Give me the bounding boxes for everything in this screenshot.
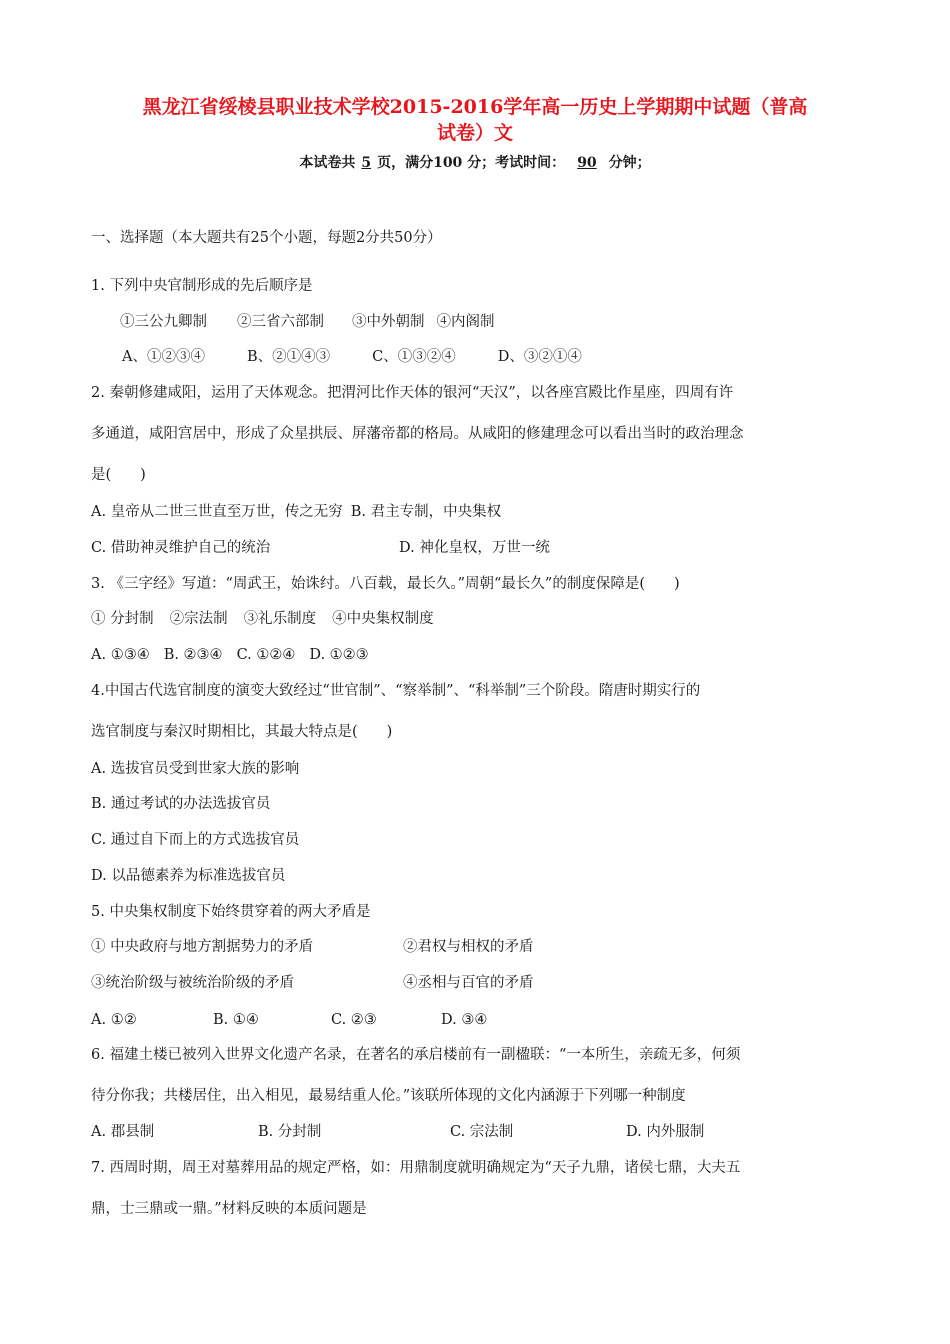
exam-title — [60, 94, 890, 146]
q2-options-cd — [91, 538, 890, 558]
q2-options-ab — [91, 502, 890, 522]
title-line-1: 黑龙江省绥棱县职业技术学校2015-2016学年高一历史上学期期中试题（普高 — [142, 96, 808, 118]
exam-info — [0, 152, 950, 172]
q2-option-a: A. 皇帝从二世三世直至万世，传之无穷 — [91, 504, 343, 520]
q3-option: B. ②③④ — [163, 647, 223, 663]
q1-item: ①三公九卿制 — [120, 314, 207, 330]
q3-item: ③礼乐制度 — [243, 611, 317, 627]
q4-line-1: 4.中国古代选官制度的演变大致经过“世官制”、“察举制”、“科举制”三个阶段。隋唐时期实行的 — [91, 683, 701, 699]
q3-item: ① 分封制 — [91, 611, 154, 627]
q1-option: C、①③②④ — [372, 349, 456, 365]
q1-item: ③中外朝制 — [352, 314, 425, 330]
q3-option: A. ①③④ — [91, 647, 150, 663]
q4-option-d: D. 以品德素养为标准选拔官员 — [91, 868, 286, 884]
q5-items-row-2 — [91, 973, 890, 993]
q6-option: D. 内外服制 — [626, 1124, 705, 1140]
title-line-2: 试卷）文 — [436, 122, 513, 144]
q2-option-b: B. 君主专制，中央集权 — [350, 504, 502, 520]
q2-option-d: D. 神化皇权，万世一统 — [399, 540, 550, 556]
q2-line-2: 多通道，咸阳宫居中，形成了众星拱辰、屏藩帝都的格局。从咸阳的修建理念可以看出当时的政治理念 — [91, 426, 744, 442]
q5-option: B. ①④ — [213, 1012, 259, 1028]
info-post: 分钟； — [608, 155, 651, 171]
q5-items-row-1 — [91, 937, 890, 957]
q5-item: ① 中央政府与地方割据势力的矛盾 — [91, 939, 314, 955]
q7-line-1: 7. 西周时期，周王对墓葬用品的规定严格，如：用鼎制度就明确规定为“天子九鼎，诸侯七鼎，大夫五 — [91, 1160, 741, 1176]
q5-item: ②君权与相权的矛盾 — [403, 939, 534, 955]
q4-option-b: B. 通过考试的办法选拔官员 — [91, 796, 271, 812]
q5-option: A. ①② — [91, 1012, 137, 1028]
q4-line-2: 选官制度与秦汉时期相比，其最大特点是( ) — [91, 724, 393, 740]
q3-option: C. ①②④ — [236, 647, 296, 663]
q4-option-c: C. 通过自下而上的方式选拔官员 — [91, 832, 300, 848]
q1-option: A、①②③④ — [122, 349, 205, 365]
q2-line-1: 2. 秦朝修建咸阳，运用了天体观念。把渭河比作天体的银河“天汉”，以各座宫殿比作星座，四周有许 — [91, 385, 734, 401]
q5-option: C. ②③ — [331, 1012, 377, 1028]
info-pre: 本试卷共 — [299, 155, 356, 171]
info-minutes: 90 — [577, 155, 597, 171]
q6-line-2: 待分你我；共楼居住，出入相见，最易结重人伦。”该联所体现的文化内涵源于下列哪一种制度 — [91, 1088, 686, 1104]
q5-stem: 5. 中央集权制度下始终贯穿着的两大矛盾是 — [91, 904, 371, 920]
q1-item: ②三省六部制 — [237, 314, 324, 330]
q4-option-a: A. 选拔官员受到世家大族的影响 — [91, 761, 300, 777]
q2-line-3: 是( ) — [91, 467, 146, 483]
info-mid: 页，满分100 分；考试时间： — [377, 155, 566, 171]
q6-line-1: 6. 福建土楼已被列入世界文化遗产名录，在著名的承启楼前有一副楹联：“一本所生，亲疏无多，何须 — [91, 1047, 741, 1063]
q7-line-2: 鼎，士三鼎或一鼎。”材料反映的本质问题是 — [91, 1201, 367, 1217]
q1-options — [122, 347, 890, 367]
q3-item: ④中央集权制度 — [332, 611, 434, 627]
q3-item: ②宗法制 — [169, 611, 228, 627]
q1-option: D、③②①④ — [497, 349, 582, 365]
q1-option: B、②①④③ — [246, 349, 331, 365]
q2-option-c: C. 借助神灵维护自己的统治 — [91, 540, 271, 556]
q6-option: B. 分封制 — [258, 1124, 322, 1140]
q3-options — [91, 645, 890, 665]
q5-option: D. ③④ — [441, 1012, 488, 1028]
q6-option: A. 郡县制 — [91, 1124, 155, 1140]
info-pages: 5 — [361, 155, 372, 171]
section-heading: 一、选择题（本大题共有25个小题，每题2分共50分） — [91, 230, 442, 246]
q3-option: D. ①②③ — [309, 647, 369, 663]
q1-item: ④内阁制 — [436, 314, 495, 330]
q3-items — [91, 609, 890, 629]
q5-options — [91, 1010, 890, 1030]
q6-option: C. 宗法制 — [450, 1124, 514, 1140]
q5-item: ④丞相与百官的矛盾 — [403, 975, 534, 991]
q6-options — [91, 1122, 890, 1142]
q1-items — [120, 312, 890, 332]
q1-stem: 1. 下列中央官制形成的先后顺序是 — [91, 278, 313, 294]
q3-stem: 3. 《三字经》写道：“周武王，始诛纣。八百载，最长久。”周朝“最长久”的制度保障是( ) — [91, 576, 680, 592]
q5-item: ③统治阶级与被统治阶级的矛盾 — [91, 975, 294, 991]
